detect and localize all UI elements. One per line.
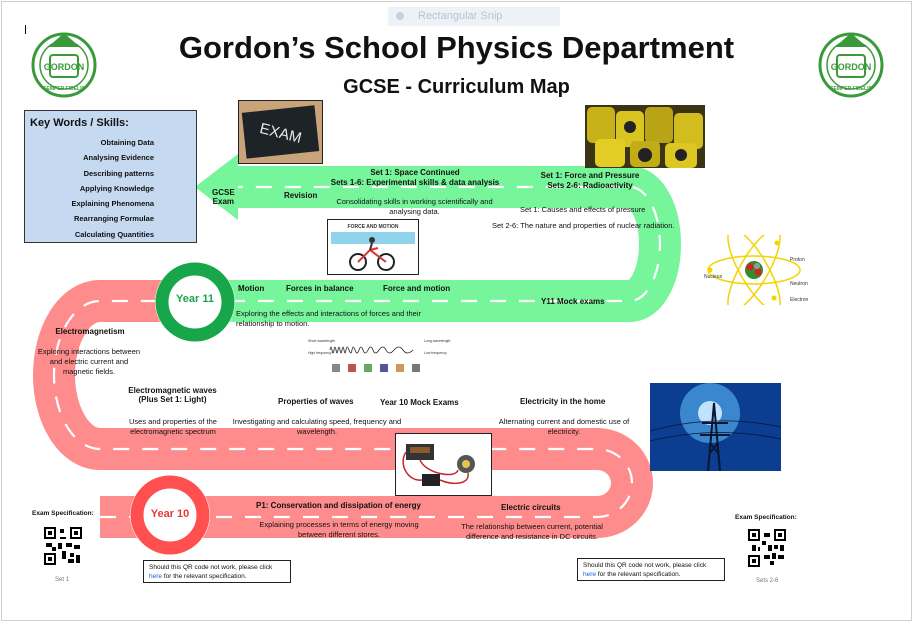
atom-neutron-label: Neutron: [790, 281, 808, 287]
forces-desc: Exploring the effects and interactions of forces and their relationship to motion.: [236, 309, 421, 328]
properties-waves-desc: Investigating and calculating speed, frequency and wavelength.: [232, 417, 402, 436]
force-motion-image: [327, 219, 419, 275]
spec-heading-left: Exam Specification:: [32, 510, 94, 517]
electric-circuits-label: Electric circuits: [501, 503, 561, 512]
qr-code-right[interactable]: [748, 529, 786, 567]
page-subtitle: GCSE - Curriculum Map: [343, 76, 570, 98]
electricity-home-label: Electricity in the home: [520, 397, 606, 406]
page-title: Gordon’s School Physics Department: [178, 30, 735, 65]
radioactive-barrels-image: [585, 105, 705, 168]
y10-mock-label: Year 10 Mock Exams: [380, 398, 459, 407]
circuit-image: [395, 433, 492, 496]
crest-motto-right: SEMPER FIDELIS: [830, 86, 872, 92]
keyword-item: Explaining Phenomena: [71, 199, 154, 209]
set1-space-label: Set 1: Space Continued: [370, 168, 460, 177]
electromagnetism-desc: Exploring interactions between and electric current and magnetic fields.: [37, 347, 141, 376]
spec-link-left[interactable]: here: [149, 572, 163, 580]
year10-label: Year 10: [150, 508, 190, 520]
qr-note-post-left: for the relevant specification.: [163, 572, 247, 580]
atom-proton-label: Proton: [790, 257, 805, 263]
revision-label: Revision: [284, 191, 318, 200]
electromagnetism-label: Electromagnetism: [55, 327, 125, 336]
pylon-image: [650, 383, 781, 471]
snip-label: Rectangular Snip: [418, 10, 503, 22]
spectrum-short-label: Short wavelength: [308, 339, 336, 343]
keyword-item: Rearranging Formulae: [73, 214, 154, 224]
atom-electron-label: Electron: [790, 297, 809, 303]
energy-desc: Explaining processes in terms of energy moving between different stores.: [259, 520, 419, 539]
em-waves-label: Electromagnetic waves (Plus Set 1: Light): [128, 386, 217, 405]
road-arrow-head: [195, 154, 238, 220]
spec-link-right[interactable]: here: [583, 570, 597, 578]
exam-chalkboard-image: [238, 100, 323, 164]
crest-motto-left: SEMPER FIDELIS: [43, 86, 85, 92]
qr-fallback-note-left: [143, 560, 291, 583]
electric-circuits-desc: The relationship between current, potential difference and resistance in DC circuits.: [461, 522, 603, 541]
atom-nucleus-label: Nucleus: [704, 274, 723, 280]
atom-diagram: [702, 235, 817, 305]
spectrum-low-label: Low frequency: [424, 351, 447, 355]
gcse-exam-label: GCSE Exam: [212, 188, 235, 207]
electricity-home-desc: Alternating current and domestic use of electricity.: [498, 417, 630, 436]
motion-label: Motion: [238, 284, 265, 293]
experimental-skills-label: Sets 1-6: Experimental skills & data analysis: [330, 178, 500, 187]
em-spectrum-image: [306, 330, 454, 384]
qr-code-left[interactable]: [44, 527, 82, 565]
crest-text-left: GORDON: [43, 62, 85, 72]
force-pressure-label: Set 1: Force and Pressure: [540, 171, 640, 180]
spec-set-left: Set 1: [55, 577, 70, 583]
forces-balance-label: Forces in balance: [286, 284, 354, 293]
consolidating-desc: Consolidating skills in working scientifically and analysing data.: [336, 197, 493, 216]
qr-note-text-right: Should this QR code not work, please click: [583, 562, 707, 569]
qr-note-text-left: Should this QR code not work, please click: [149, 564, 273, 571]
spec-heading-right: Exam Specification:: [735, 514, 797, 521]
keyword-item: Obtaining Data: [100, 138, 154, 147]
qr-note-post-right: for the relevant specification.: [597, 570, 681, 578]
force-motion-label: Force and motion: [383, 284, 451, 293]
key-words-heading: Key Words / Skills:: [30, 117, 129, 129]
year11-label: Year 11: [176, 293, 214, 305]
keyword-item: Applying Knowledge: [79, 183, 154, 193]
qr-fallback-note-right: [577, 558, 725, 581]
nuclear-desc: Set 2-6: The nature and properties of nuclear radiation.: [492, 221, 675, 230]
keyword-item: Analysing Evidence: [83, 153, 154, 163]
key-words-box: [24, 110, 197, 243]
exam-text: EXAM: [257, 120, 304, 147]
force-motion-caption: FORCE AND MOTION: [347, 224, 399, 230]
y11-mock-label: Y11 Mock exams: [541, 297, 605, 306]
em-waves-desc: Uses and properties of the electromagnetic spectrum: [129, 417, 217, 436]
radioactivity-label: Sets 2-6: Radioactivity: [547, 181, 633, 190]
crest-text-right: GORDON: [830, 62, 872, 72]
spectrum-high-label: High frequency: [308, 351, 332, 355]
pressure-desc: Set 1: Causes and effects of pressure: [520, 205, 646, 214]
spectrum-long-label: Long wavelength: [424, 339, 451, 343]
keyword-item: Describing patterns: [83, 168, 154, 178]
energy-label: P1: Conservation and dissipation of energy: [256, 501, 421, 510]
keyword-item: Calculating Quantities: [74, 229, 154, 239]
spec-set-right: Sets 2-6: [756, 578, 779, 584]
properties-waves-label: Properties of waves: [278, 397, 354, 406]
